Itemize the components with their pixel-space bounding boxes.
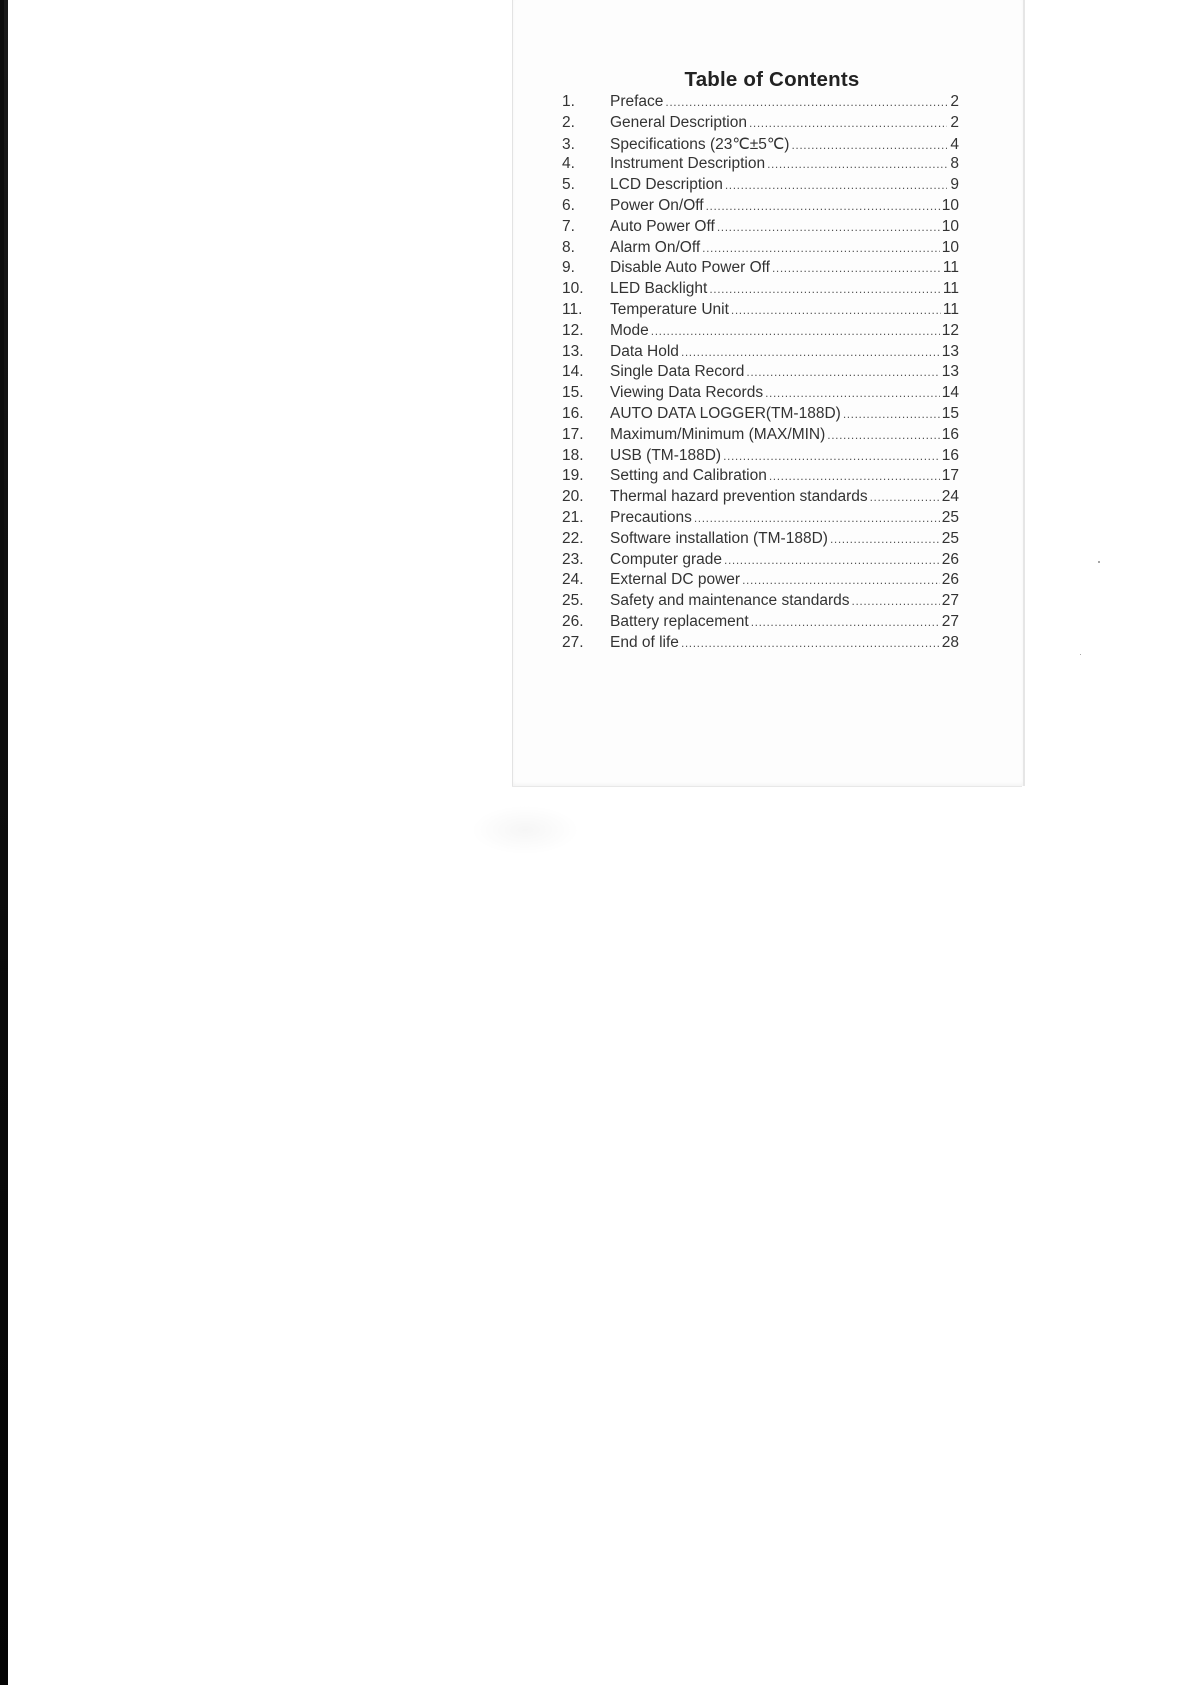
- toc-entry-page: 13: [941, 363, 959, 381]
- scanner-edge-strip-top: [0, 0, 4, 790]
- toc-entry-label: Disable Auto Power Off: [610, 259, 770, 277]
- toc-entry-number: 4.: [562, 155, 575, 173]
- toc-entry: [562, 551, 959, 572]
- toc-entry: [562, 405, 959, 426]
- toc-entry-page: 12: [941, 321, 959, 339]
- toc-entry-page: 25: [941, 529, 959, 547]
- toc-entry-number: 2.: [562, 113, 575, 131]
- toc-entry-number: 27.: [562, 633, 584, 651]
- toc-entry-number: 23.: [562, 550, 584, 568]
- toc-entry-page: 16: [941, 425, 959, 443]
- scan-speck: [1098, 561, 1100, 563]
- toc-dot-leader: [827, 428, 939, 442]
- toc-entry-label: Single Data Record: [610, 363, 745, 381]
- toc-dot-leader: [694, 511, 940, 525]
- toc-entry: [562, 447, 959, 468]
- toc-entry-number: 3.: [562, 135, 575, 153]
- toc-dot-leader: [843, 407, 940, 421]
- toc-dot-leader: [706, 199, 940, 213]
- toc-dot-leader: [651, 324, 940, 338]
- toc-entry-page: 10: [941, 238, 959, 256]
- toc-entry-label: AUTO DATA LOGGER(TM-188D): [610, 404, 841, 422]
- toc-dot-leader: [765, 386, 940, 400]
- toc-entry-number: 18.: [562, 446, 584, 464]
- toc-entry-label: Instrument Description: [610, 155, 766, 173]
- toc-entry-page: 27: [941, 612, 959, 630]
- toc-entry-page: 10: [941, 217, 959, 235]
- toc-entry: [562, 322, 959, 343]
- toc-entry-page: 2: [950, 93, 959, 110]
- toc-entry-label: External DC power: [610, 571, 741, 589]
- toc-entry-page: 9: [950, 176, 959, 194]
- toc-entry: [562, 384, 959, 405]
- toc-entry-label: Thermal hazard prevention standards: [610, 488, 868, 506]
- toc-entry-number: 12.: [562, 321, 584, 339]
- scan-smudge: [470, 805, 580, 855]
- toc-entry-label: Maximum/Minimum (MAX/MIN): [610, 425, 826, 443]
- toc-entry-page: 24: [941, 488, 959, 506]
- toc-dot-leader: [767, 157, 947, 171]
- toc-dot-leader: [852, 594, 940, 608]
- toc-entry-page: 2: [950, 113, 959, 131]
- toc-entry: [562, 259, 959, 280]
- toc-entry-number: 9.: [562, 259, 575, 277]
- page-title: Table of Contents: [684, 68, 860, 91]
- toc-dot-leader: [870, 490, 940, 504]
- toc-entry: [562, 176, 959, 197]
- toc-entry-label: Setting and Calibration: [610, 467, 767, 485]
- toc-entry-number: 16.: [562, 404, 584, 422]
- toc-entry-label: General Description: [610, 113, 747, 131]
- toc-entry-label: Precautions: [610, 508, 692, 526]
- toc-entry-number: 7.: [562, 217, 575, 235]
- toc-entry: [562, 280, 959, 301]
- toc-entry-page: 26: [941, 571, 959, 589]
- toc-dot-leader: [791, 138, 947, 152]
- toc-dot-leader: [709, 282, 941, 296]
- toc-entry-page: 11: [942, 280, 959, 298]
- scan-speck: [1080, 654, 1081, 655]
- toc-entry-number: 22.: [562, 529, 584, 547]
- toc-entry: [562, 135, 959, 156]
- toc-entry: [562, 114, 959, 135]
- toc-dot-leader: [772, 261, 941, 275]
- toc-entry-label: USB (TM-188D): [610, 446, 722, 464]
- table-of-contents: [562, 93, 959, 655]
- toc-entry: [562, 301, 959, 322]
- toc-entry: [562, 530, 959, 551]
- toc-entry: [562, 155, 959, 176]
- toc-entry-page: 27: [941, 592, 959, 610]
- toc-entry-page: 8: [950, 155, 959, 173]
- toc-dot-leader: [749, 116, 947, 130]
- toc-entry: [562, 509, 959, 530]
- toc-entry-label: Preface: [610, 93, 664, 110]
- toc-entry-label: Specifications (23℃±5℃): [610, 135, 790, 153]
- toc-entry-number: 20.: [562, 488, 584, 506]
- toc-entry-page: 25: [941, 508, 959, 526]
- toc-entry: [562, 571, 959, 592]
- toc-entry-label: Software installation (TM-188D): [610, 529, 828, 547]
- toc-dot-leader: [702, 241, 940, 255]
- toc-entry-label: End of life: [610, 633, 679, 651]
- toc-entry-number: 10.: [562, 280, 584, 298]
- toc-entry-label: LCD Description: [610, 176, 723, 194]
- toc-entry-number: 19.: [562, 467, 584, 485]
- toc-dot-leader: [746, 365, 939, 379]
- toc-entry-page: 11: [942, 259, 959, 277]
- toc-dot-leader: [681, 636, 940, 650]
- toc-entry-label: Temperature Unit: [610, 300, 729, 318]
- toc-entry-number: 24.: [562, 571, 584, 589]
- toc-entry: [562, 592, 959, 613]
- toc-entry-number: 14.: [562, 363, 584, 381]
- toc-entry-label: Power On/Off: [610, 196, 704, 214]
- toc-entry: [562, 467, 959, 488]
- toc-entry-number: 21.: [562, 508, 584, 526]
- toc-entry-label: Auto Power Off: [610, 217, 715, 235]
- toc-entry-number: 13.: [562, 342, 584, 360]
- toc-entry-label: Data Hold: [610, 342, 679, 360]
- toc-entry: [562, 634, 959, 655]
- toc-dot-leader: [751, 615, 940, 629]
- toc-entry-number: 1.: [562, 93, 575, 110]
- toc-entry-label: Safety and maintenance standards: [610, 592, 850, 610]
- toc-dot-leader: [731, 303, 941, 317]
- toc-entry-number: 5.: [562, 176, 575, 194]
- toc-entry-number: 15.: [562, 384, 584, 402]
- toc-entry: [562, 93, 959, 114]
- toc-entry: [562, 488, 959, 509]
- toc-entry-number: 11.: [562, 300, 583, 318]
- toc-entry-page: 4: [950, 135, 959, 153]
- toc-dot-leader: [769, 469, 940, 483]
- toc-entry-label: Mode: [610, 321, 649, 339]
- toc-entry-number: 8.: [562, 238, 575, 256]
- toc-entry-number: 6.: [562, 196, 575, 214]
- toc-entry-page: 28: [941, 633, 959, 651]
- toc-entry: [562, 613, 959, 634]
- toc-dot-leader: [681, 345, 940, 359]
- toc-entry-page: 14: [941, 384, 959, 402]
- toc-entry-page: 13: [941, 342, 959, 360]
- toc-entry-page: 17: [941, 467, 959, 485]
- toc-dot-leader: [665, 95, 947, 109]
- toc-entry-label: LED Backlight: [610, 280, 708, 298]
- toc-entry: [562, 343, 959, 364]
- toc-entry: [562, 239, 959, 260]
- toc-entry-page: 10: [941, 196, 959, 214]
- toc-entry-page: 11: [942, 300, 959, 318]
- toc-entry-number: 26.: [562, 612, 584, 630]
- toc-dot-leader: [742, 573, 940, 587]
- toc-entry-page: 16: [941, 446, 959, 464]
- toc-entry: [562, 426, 959, 447]
- toc-entry-page: 15: [941, 404, 959, 422]
- toc-dot-leader: [830, 532, 940, 546]
- toc-entry-label: Viewing Data Records: [610, 384, 764, 402]
- toc-dot-leader: [717, 220, 940, 234]
- toc-entry-page: 26: [941, 550, 959, 568]
- toc-dot-leader: [723, 449, 940, 463]
- toc-entry-label: Computer grade: [610, 550, 723, 568]
- toc-dot-leader: [724, 553, 940, 567]
- scanned-page-bottom-edge: [512, 786, 1022, 787]
- toc-entry: [562, 197, 959, 218]
- toc-entry: [562, 218, 959, 239]
- toc-entry-number: 25.: [562, 592, 584, 610]
- toc-entry: [562, 363, 959, 384]
- toc-entry-label: Battery replacement: [610, 612, 749, 630]
- toc-entry-number: 17.: [562, 425, 584, 443]
- toc-dot-leader: [725, 178, 947, 192]
- toc-entry-label: Alarm On/Off: [610, 238, 701, 256]
